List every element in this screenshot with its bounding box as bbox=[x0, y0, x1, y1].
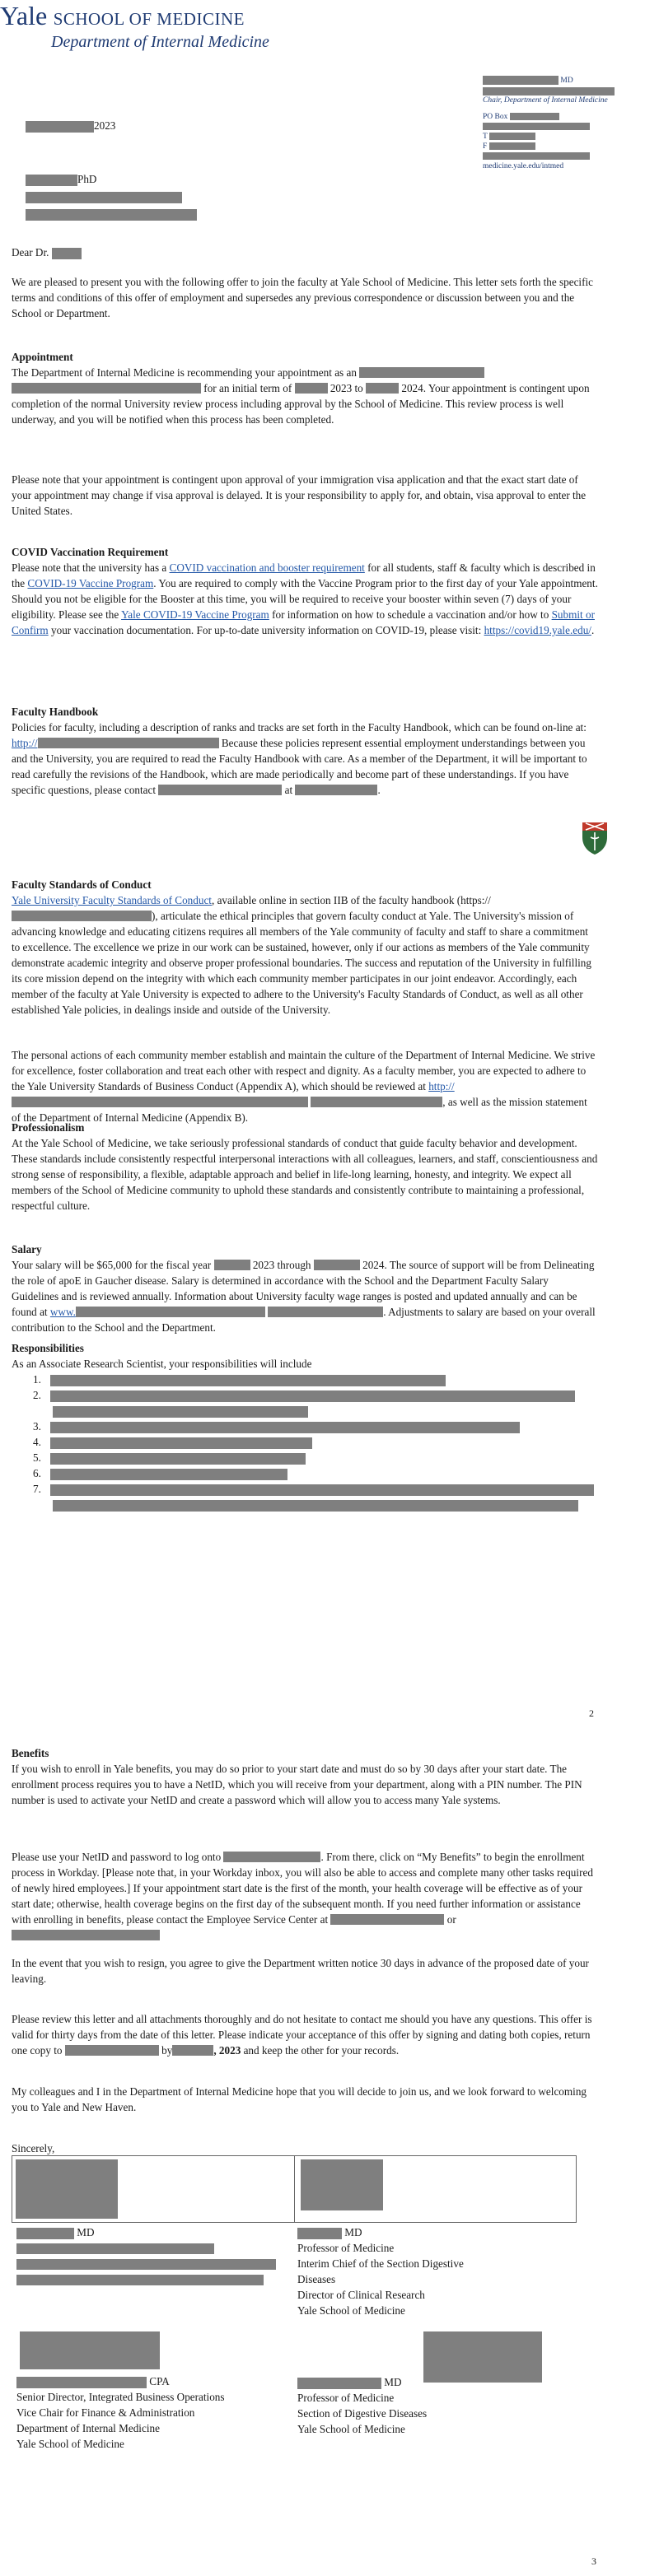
page-number: 2 bbox=[589, 1707, 594, 1719]
intro-paragraph: We are pleased to present you with the following offer to join the faculty at Yale School of Medicine. This letter sets forth the specific terms and conditions of this offer of employment and supersedes any previous correspondence or discussion between you and the School or Department. bbox=[12, 276, 593, 319]
responsibilities-intro: As an Associate Research Scientist, your responsibilities will include bbox=[12, 1358, 312, 1370]
covid-requirement-link[interactable]: COVID vaccination and booster requirement bbox=[169, 561, 365, 574]
appointment-paragraph: The Department of Internal Medicine is recommending your appointment as an for an initial term of 2023 to 2024. Your appointment is contingent upon completion of the normal University review process including approval by the School of Medicine. This review process is well underway, and you will be notified when this process has been completed. bbox=[12, 366, 590, 426]
benefits-paragraph: If you wish to enroll in Yale benefits, you may do so prior to your start date and must do so by 30 days after your start date. The enrollment process requires you to have a NetID, which you will receive from your department, along with a PIN number. The PIN number is used to activate your NetID and create a password which will allow you to access many Yale systems. bbox=[12, 1763, 582, 1806]
recipient-block bbox=[26, 171, 197, 223]
yale-covid-program-link[interactable]: Yale COVID-19 Vaccine Program bbox=[121, 608, 269, 621]
list-item-number: 7. bbox=[33, 1483, 41, 1495]
yale-wordmark: Yale bbox=[0, 1, 48, 30]
responsibilities-list bbox=[33, 1372, 610, 1512]
signature-box bbox=[12, 2155, 577, 2223]
signature-image bbox=[20, 2331, 160, 2369]
yale-shield-icon bbox=[581, 821, 609, 855]
standards-of-conduct-link[interactable]: Yale University Faculty Standards of Conduct bbox=[12, 894, 212, 906]
school-wordmark: SCHOOL OF MEDICINE bbox=[53, 9, 245, 29]
page-number: 3 bbox=[591, 2555, 596, 2567]
sincerely: Sincerely, bbox=[12, 2142, 55, 2154]
recipient-degree: PhD bbox=[77, 173, 97, 185]
letterhead bbox=[0, 1, 362, 51]
salary-paragraph: Your salary will be $65,000 for the fiscal year 2023 through 2024. The source of support will be from Delineating the role of apoE in Gaucher disease. Salary is determined in accordance with the School and the Department Faculty Salary Guidelines and is reviewed annually. Information about University faculty wage ranges is posted and updated annually and can be found at www. . Adjustments to salary are based on your overall contribution to the School and the Department. bbox=[12, 1259, 596, 1334]
business-conduct-link[interactable]: http:// bbox=[428, 1080, 455, 1092]
list-item-number: 3. bbox=[33, 1420, 41, 1432]
sender-degree: MD bbox=[560, 77, 573, 85]
conduct-heading: Faculty Standards of Conduct bbox=[12, 878, 152, 891]
resignation-paragraph: In the event that you wish to resign, you agree to give the Department written notice 30 days in advance of the proposed date of your leaving. bbox=[12, 1957, 589, 1985]
responsibilities-heading: Responsibilities bbox=[12, 1342, 84, 1354]
handbook-heading: Faculty Handbook bbox=[12, 706, 99, 718]
covid-site-link[interactable]: https://covid19.yale.edu/ bbox=[484, 624, 591, 636]
sender-block bbox=[483, 76, 647, 171]
sender-website: medicine.yale.edu/intmed bbox=[483, 162, 564, 170]
salutation: Dear Dr. bbox=[12, 245, 82, 260]
list-item-number: 2. bbox=[33, 1389, 41, 1401]
salary-heading: Salary bbox=[12, 1243, 42, 1255]
covid-program-link[interactable]: COVID-19 Vaccine Program bbox=[27, 577, 154, 589]
signatory-left-1: MD bbox=[16, 2224, 288, 2287]
department-name: Department of Internal Medicine bbox=[51, 33, 269, 51]
signatory-right-2: MD Professor of Medicine Section of Digestive Diseases Yale School of Medicine bbox=[297, 2376, 428, 2435]
phone-label: T bbox=[483, 133, 488, 141]
list-item-number: 6. bbox=[33, 1467, 41, 1479]
po-box-label: PO Box bbox=[483, 113, 508, 121]
submit-confirm-link[interactable]: Submit or Confirm bbox=[12, 608, 595, 636]
conduct-paragraph: Yale University Faculty Standards of Conduct, available online in section IIB of the faculty handbook (https://), articulate the ethical principles that govern faculty conduct at Yale. The University's mission of advancing knowledge and educating citizens requires all members of the Yale community of faculty and staff to share a commitment to excellence. The excellence we prize in our work can be sustained, however, only if our actions as members of the Yale community demonstrate academic integrity and observe proper professional boundaries. The success and reputation of the University in fulfilling its core mission depend on the integrity with which each community member participates in our joint endeavor. Accordingly, each member of the faculty at Yale University is expected to adhere to the University's Faculty Standards of Conduct, as well as all other established Yale policies, in dealings inside and outside of the University. bbox=[12, 894, 591, 1016]
school-name bbox=[0, 2, 362, 33]
handbook-link[interactable]: http:// bbox=[12, 737, 38, 749]
acceptance-paragraph: Please review this letter and all attachments thoroughly and do not hesitate to contact me should you have any questions. This offer is valid for thirty days from the date of this letter. Please indicate your acceptance of this offer by signing and dating both copies, return one copy to by , 2023 and keep the other for your records. bbox=[12, 2013, 592, 2057]
list-item-number: 1. bbox=[33, 1373, 41, 1386]
signatory-right-1: MD Professor of Medicine Interim Chief of the Section Digestive Diseases Director of Clinical Research Yale School of Medicine bbox=[297, 2226, 464, 2317]
signature-image bbox=[16, 2159, 118, 2219]
enrollment-paragraph: Please use your NetID and password to log onto . From there, click on “My Benefits” to begin the enrollment process in Workday. [Please note that, in your Workday inbox, you will also be able to access and complete many other tasks required of newly hired employees.] If your appointment start date is the first of the month, your health coverage will be effective as of your start date; otherwise, health coverage begins on the first day of the subsequent month. If you need further information or assistance with enrolling in benefits, please contact the Employee Service Center at or bbox=[12, 1849, 598, 1943]
fax-label: F bbox=[483, 142, 488, 151]
signature-image bbox=[301, 2159, 383, 2210]
appointment-heading: Appointment bbox=[12, 351, 73, 363]
culture-paragraph: The personal actions of each community member establish and maintain the culture of the Department of Internal Medicine. We strive for excellence, foster collaboration and treat each other with respect and dignity. As a faculty member, you are expected to adhere to the Yale University Standards of Business Conduct (Appendix A), which should be reviewed at http:// , as well as the mission statement of the Department of Internal Medicine (Appendix B). bbox=[12, 1049, 596, 1124]
list-item-number: 4. bbox=[33, 1436, 41, 1448]
professionalism-paragraph: At the Yale School of Medicine, we take seriously professional standards of conduct that guide faculty behavior and development. These standards include consistently respectful interpersonal interactions with all colleagues, learners, and staff, conscientiousness and strong sense of responsibility, a flexible, adaptable approach and belief in life-long learning, honesty, and integrity. We expect all members of the School of Medicine community to uphold these standards and consistently contribute to maintaining a professional, respectful culture. bbox=[12, 1137, 598, 1212]
signatory-left-2: CPA Senior Director, Integrated Business Operations Vice Chair for Finance & Administration Department of Internal Medicine Yale School of Medicine bbox=[16, 2375, 225, 2450]
wage-ranges-link[interactable]: www. bbox=[49, 1306, 76, 1318]
professionalism-heading: Professionalism bbox=[12, 1121, 85, 1134]
closing-paragraph: My colleagues and I in the Department of Internal Medicine hope that you will decide to join us, and we look forward to welcoming you to Yale and New Haven. bbox=[12, 2085, 587, 2113]
benefits-heading: Benefits bbox=[12, 1747, 49, 1759]
covid-heading: COVID Vaccination Requirement bbox=[12, 546, 169, 558]
covid-paragraph: Please note that the university has a COVID vaccination and booster requirement for all students, staff & faculty which is described in the COVID-19 Vaccine Program. You are required to comply with the Vaccine Program prior to the first day of your Yale appointment. Should you not be eligible for the Booster at this time, you will be required to receive your booster within seven (7) days of your eligibility. Please see the Yale COVID-19 Vaccine Program for information on how to schedule a vaccination and/or how to Submit or Confirm your vaccination documentation. For up-to-date university information on COVID-19, please visit: https://covid19.yale.edu/. bbox=[12, 561, 598, 636]
visa-paragraph: Please note that your appointment is contingent upon approval of your immigration visa application and that the exact start date of your appointment may change if visa approval is delayed. It is your responsibility to apply for, and obtain, visa approval to enter the United States. bbox=[12, 473, 587, 517]
handbook-paragraph: Policies for faculty, including a description of ranks and tracks are set forth in the Faculty Handbook, which can be found on-line at: http:// Because these policies represent essential employment understandings between you and the University, you are required to read the Faculty Handbook with care. As a member of the Department, it will be important to read carefully the revisions of the Handbook, which are made periodically and become part of these understandings. If you have specific questions, please contact at . bbox=[12, 721, 587, 796]
date-line: 2023 bbox=[26, 118, 115, 133]
list-item-number: 5. bbox=[33, 1451, 41, 1464]
sender-title: Chair, Department of Internal Medicine bbox=[483, 96, 608, 105]
